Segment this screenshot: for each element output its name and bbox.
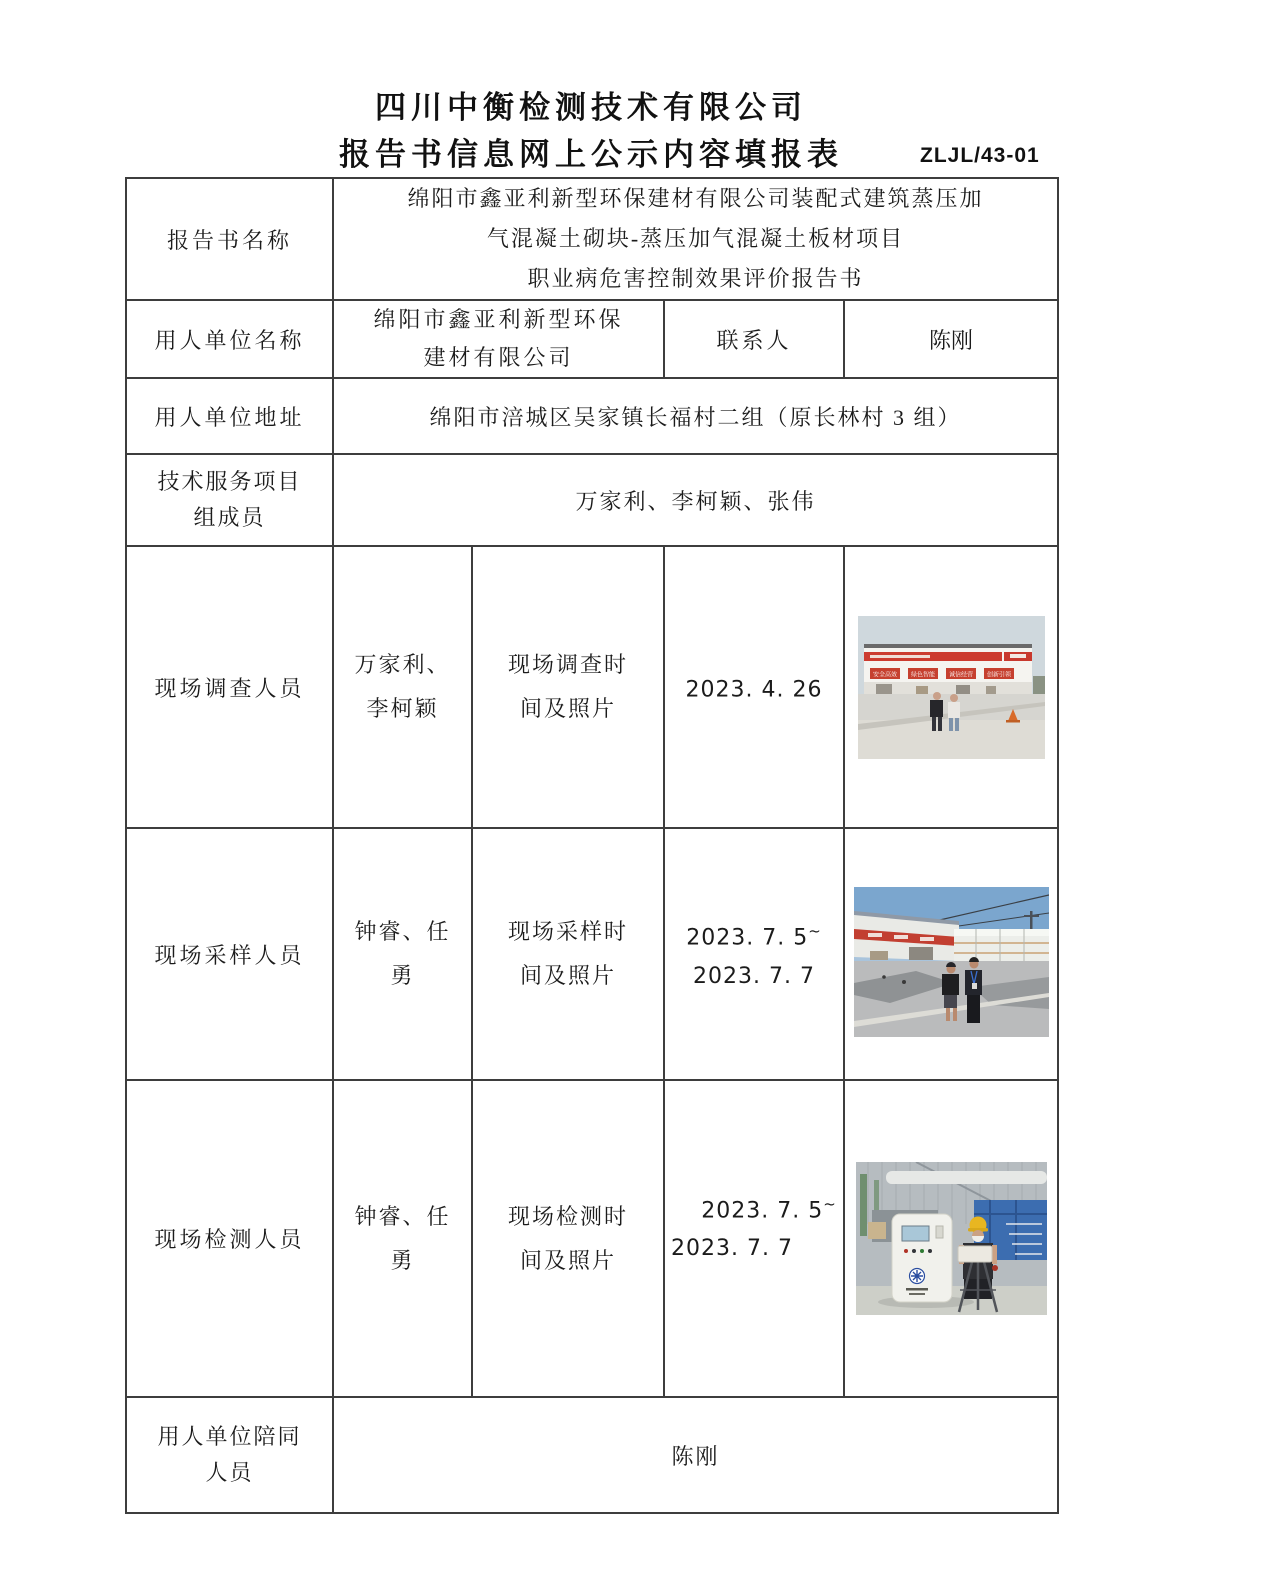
testing-photo-cell bbox=[844, 1080, 1058, 1397]
table-row bbox=[126, 1397, 1058, 1513]
accompany-label bbox=[126, 1397, 333, 1513]
person-name-line: 勇 bbox=[390, 963, 415, 988]
report-name-line: 绵阳市鑫亚利新型环保建材有限公司装配式建筑蒸压加 bbox=[407, 186, 984, 211]
sampling-photo-cell bbox=[844, 828, 1058, 1080]
form-code: ZLJL/43-01 bbox=[920, 144, 1040, 167]
table-row bbox=[126, 1080, 1058, 1397]
contact-label: 联系人 bbox=[664, 300, 844, 378]
team-label-line: 技术服务项目 bbox=[157, 469, 302, 494]
contact-name: 陈刚 bbox=[844, 300, 1058, 378]
table-row bbox=[126, 828, 1058, 1080]
banner-slogan: 创新引领 bbox=[986, 671, 1011, 678]
employer-address-label: 用人单位地址 bbox=[126, 378, 333, 454]
employer-name-value bbox=[333, 300, 664, 378]
date-tilde: ~ bbox=[808, 922, 822, 941]
date-text: 2023. 7. 7 bbox=[693, 963, 815, 989]
testing-personnel-names bbox=[333, 1080, 472, 1397]
banner-slogan: 安全高效 bbox=[872, 671, 897, 678]
company-title: 四川中衡检测技术有限公司 bbox=[375, 90, 807, 125]
team-label-line: 组成员 bbox=[193, 505, 266, 530]
sampling-time-label bbox=[472, 828, 664, 1080]
survey-photo-cell bbox=[844, 546, 1058, 828]
date-tilde: ~ bbox=[823, 1194, 837, 1213]
survey-personnel-label: 现场调查人员 bbox=[126, 546, 333, 828]
time-label-line: 现场检测时 bbox=[507, 1203, 628, 1229]
employer-name-line: 建材有限公司 bbox=[423, 345, 574, 370]
sampling-personnel-names bbox=[333, 828, 472, 1080]
person-name-line: 李柯颖 bbox=[366, 696, 439, 721]
site-testing-photo bbox=[856, 1162, 1047, 1315]
report-name-value bbox=[333, 178, 1058, 300]
form-title: 报告书信息网上公示内容填报表 bbox=[339, 137, 843, 172]
accompany-value: 陈刚 bbox=[333, 1397, 1058, 1513]
team-label bbox=[126, 454, 333, 546]
accompany-label-line: 用人单位陪同 bbox=[157, 1424, 302, 1449]
employer-address-value: 绵阳市涪城区吴家镇长福村二组（原长林村 3 组） bbox=[333, 378, 1058, 454]
sampling-personnel-label: 现场采样人员 bbox=[126, 828, 333, 1080]
testing-personnel-label: 现场检测人员 bbox=[126, 1080, 333, 1397]
table-row bbox=[126, 546, 1058, 828]
disclosure-table bbox=[125, 177, 1059, 1514]
person-name-line: 勇 bbox=[390, 1247, 415, 1273]
site-sampling-photo bbox=[854, 887, 1049, 1037]
testing-date bbox=[664, 1068, 844, 1385]
employer-name-label: 用人单位名称 bbox=[126, 300, 333, 378]
survey-personnel-names bbox=[333, 546, 472, 828]
time-label-line: 现场调查时 bbox=[507, 652, 628, 677]
survey-date bbox=[664, 546, 844, 828]
report-name-line: 职业病危害控制效果评价报告书 bbox=[527, 266, 864, 291]
table-row bbox=[126, 454, 1058, 546]
person-name-line: 钟睿、任 bbox=[354, 1203, 451, 1229]
banner-slogan: 诚信经营 bbox=[948, 671, 973, 678]
site-survey-photo bbox=[858, 616, 1045, 759]
person-name-line: 万家利、 bbox=[354, 652, 451, 677]
date-text: 2023. 7. 5 bbox=[686, 925, 809, 951]
table-row bbox=[126, 300, 1058, 378]
time-label-line: 现场采样时 bbox=[507, 919, 628, 944]
sampling-date bbox=[664, 828, 844, 1080]
employer-name-line: 绵阳市鑫亚利新型环保 bbox=[373, 307, 624, 332]
time-label-line: 间及照片 bbox=[519, 1247, 616, 1273]
time-label-line: 间及照片 bbox=[519, 696, 616, 721]
testing-time-label bbox=[472, 1080, 664, 1397]
date-text: 2023. 7. 5 bbox=[701, 1198, 824, 1224]
person-name-line: 钟睿、任 bbox=[354, 919, 451, 944]
survey-time-label bbox=[472, 546, 664, 828]
accompany-label-line: 人员 bbox=[205, 1460, 254, 1485]
date-text: 2023. 4. 26 bbox=[685, 677, 823, 703]
report-name-line: 气混凝土砌块-蒸压加气混凝土板材项目 bbox=[486, 226, 905, 251]
report-name-label: 报告书名称 bbox=[126, 178, 333, 300]
team-members-value: 万家利、李柯颖、张伟 bbox=[333, 454, 1058, 546]
banner-slogan: 绿色智能 bbox=[910, 671, 935, 678]
date-text: 2023. 7. 7 bbox=[671, 1236, 793, 1262]
table-row bbox=[126, 178, 1058, 300]
table-row bbox=[126, 378, 1058, 454]
time-label-line: 间及照片 bbox=[519, 963, 616, 988]
